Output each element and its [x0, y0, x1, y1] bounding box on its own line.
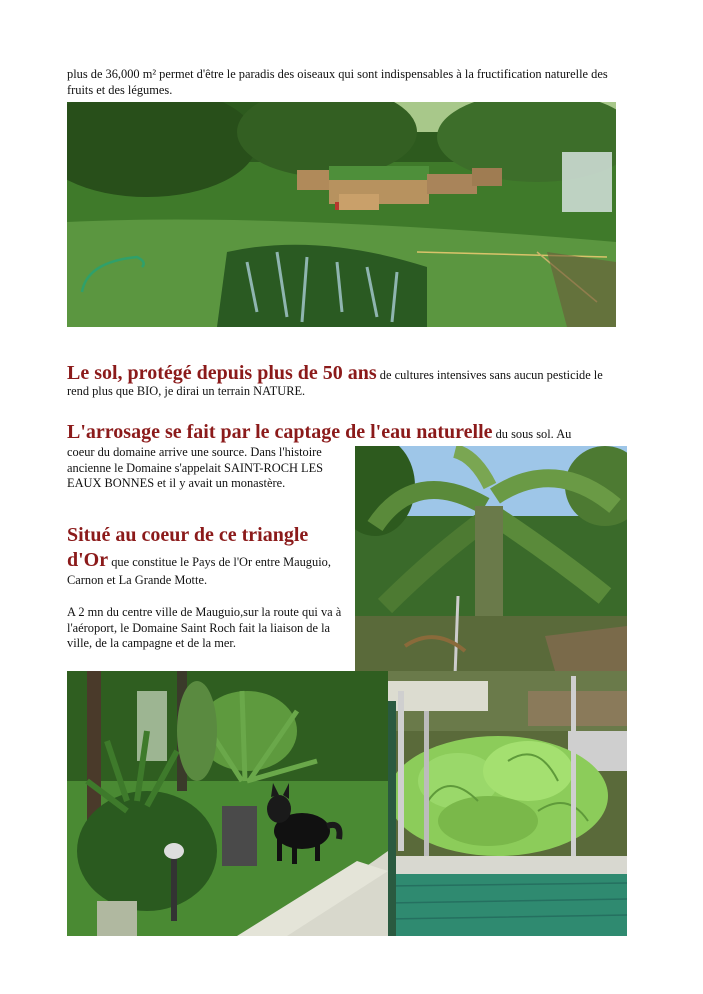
triangle-paragraph	[67, 523, 347, 589]
location-paragraph: A 2 mn du centre ville de Mauguio,sur la route qui va à l'aéroport, le Domaine Saint Roch fait la liaison de la ville, de la campagne et de la mer.	[67, 605, 342, 650]
triangle-text: que constitue le Pays de l'Or entre Mauguio, Carnon et La Grande Motte.	[67, 555, 331, 587]
lettuce-planter-photo	[388, 671, 627, 936]
dog-garden-photo	[67, 671, 388, 936]
arrosage-heading-line	[67, 421, 637, 443]
sol-paragraph	[67, 362, 627, 400]
intro-paragraph: plus de 36,000 m² permet d'être le paradis des oiseaux qui sont indispensables à la fructification naturelle des fruits et des légumes.	[67, 67, 608, 97]
triangle-heading: Situé au coeur de ce triangle d'Or	[67, 524, 309, 571]
sol-heading: Le sol, protégé depuis plus de 50 ans	[67, 362, 377, 384]
garden-photo	[67, 102, 616, 327]
banana-trees-photo	[355, 446, 627, 671]
arrosage-paragraph: coeur du domaine arrive une source. Dans l'histoire ancienne le Domaine s'appelait SAINT-ROCH LES EAUX BONNES et il y avait un monastère.	[67, 445, 324, 490]
arrosage-text-inline: du sous sol. Au	[492, 427, 572, 441]
arrosage-heading: L'arrosage se fait par le captage de l'eau naturelle	[67, 421, 493, 443]
sol-text: de cultures intensives sans aucun pesticide le rend plus que BIO, je dirai un terrain NATURE.	[67, 368, 603, 398]
